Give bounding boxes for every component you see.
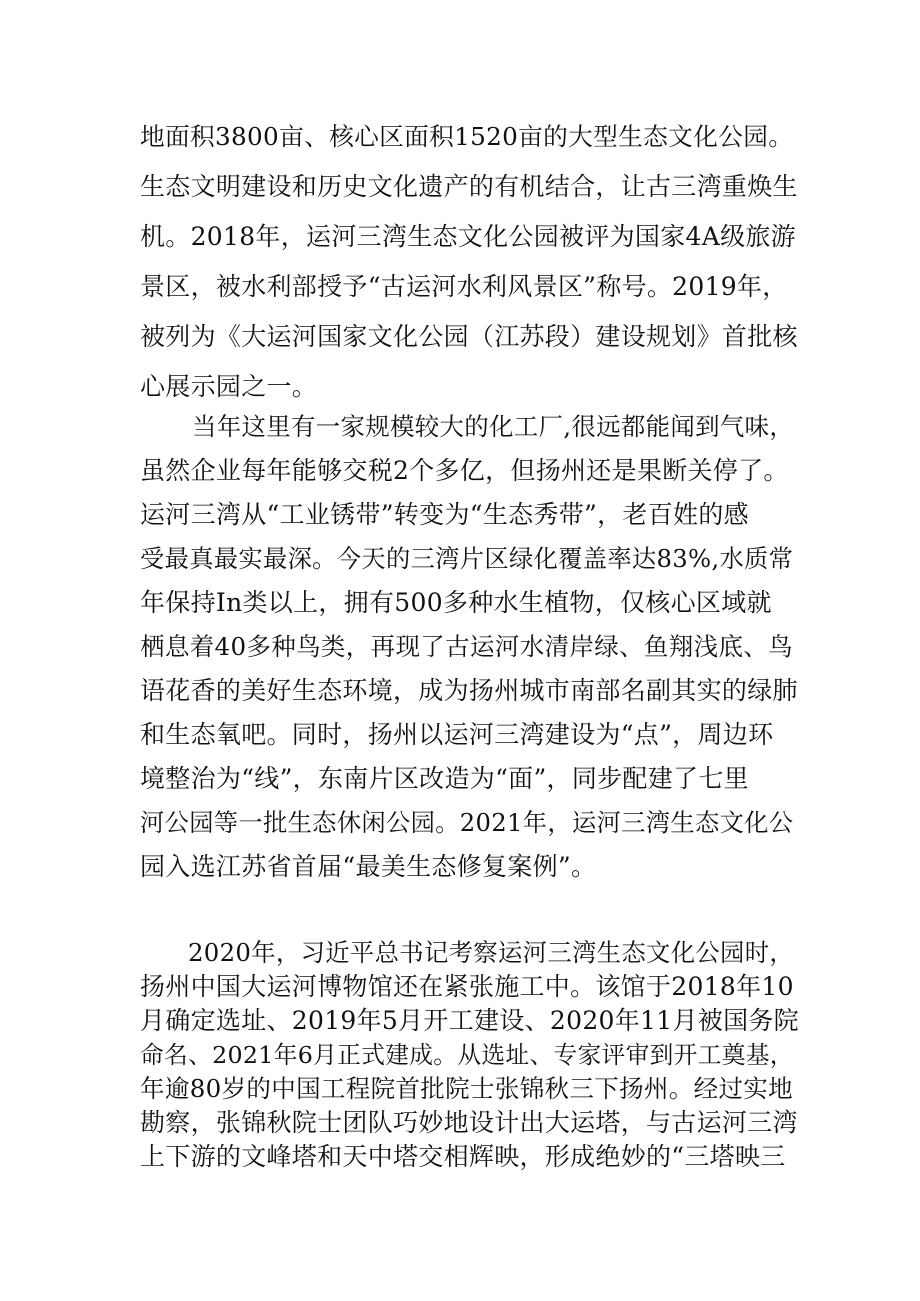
text-line: 受最真最实最深。今天的三湾片区绿化覆盖率达83%,水质常 — [140, 544, 794, 573]
text-line: 语花香的美好生态环境，成为扬州城市南部名副其实的绿肺 — [140, 676, 798, 705]
text-line: 年逾80岁的中国工程院首批院士张锦秋三下扬州。经过实地 — [140, 1074, 794, 1103]
text-line: 月确定选址、2019年5月开工建设、2020年11月被国务院 — [140, 1006, 799, 1035]
text-line: 虽然企业每年能够交税2个多亿，但扬州还是果断关停了。 — [140, 456, 789, 485]
text-line: 当年这里有一家规模较大的化工厂,很远都能闻到气味， — [192, 412, 795, 441]
text-line: 园入选江苏省首届“最美生态修复案例”。 — [140, 852, 597, 881]
text-line: 勘察，张锦秋院士团队巧妙地设计出大运塔，与古运河三湾 — [140, 1108, 798, 1137]
text-line: 上下游的文峰塔和天中塔交相辉映，形成绝妙的“三塔映三 — [140, 1142, 786, 1171]
text-line: 河公园等一批生态休闲公园。2021年，运河三湾生态文化公 — [140, 808, 794, 837]
text-line: 机。2018年，运河三湾生态文化公园被评为国家4A级旅游 — [140, 222, 796, 251]
text-line: 和生态氧吧。同时，扬州以运河三湾建设为“点”，周边环 — [140, 720, 774, 749]
text-line: 生态文明建设和历史文化遗产的有机结合，让古三湾重焕生 — [140, 172, 798, 201]
text-line: 年保持In类以上，拥有500多种水生植物，仅核心区域就 — [140, 588, 772, 617]
text-line: 境整治为“线”，东南片区改造为“面”，同步配建了七里 — [140, 764, 749, 793]
text-line: 地面积3800亩、核心区面积1520亩的大型生态文化公园。 — [140, 122, 794, 151]
text-line: 2020年，习近平总书记考察运河三湾生态文化公园时， — [188, 938, 795, 967]
text-line: 心展示园之一。 — [140, 372, 318, 401]
text-line: 扬州中国大运河博物馆还在紧张施工中。该馆于2018年10 — [140, 972, 794, 1001]
text-line: 运河三湾从“工业锈带”转变为“生态秀带”，老百姓的感 — [140, 500, 749, 529]
text-line: 栖息着40多种鸟类，再现了古运河水清岸绿、鱼翔浅底、鸟 — [140, 632, 794, 661]
text-line: 命名、2021年6月正式建成。从选址、专家评审到开工奠基， — [140, 1041, 794, 1069]
text-line: 景区，被水利部授予“古运河水利风景区”称号。2019年， — [140, 272, 788, 301]
text-line: 被列为《大运河国家文化公园（江苏段）建设规划》首批核 — [140, 322, 798, 351]
